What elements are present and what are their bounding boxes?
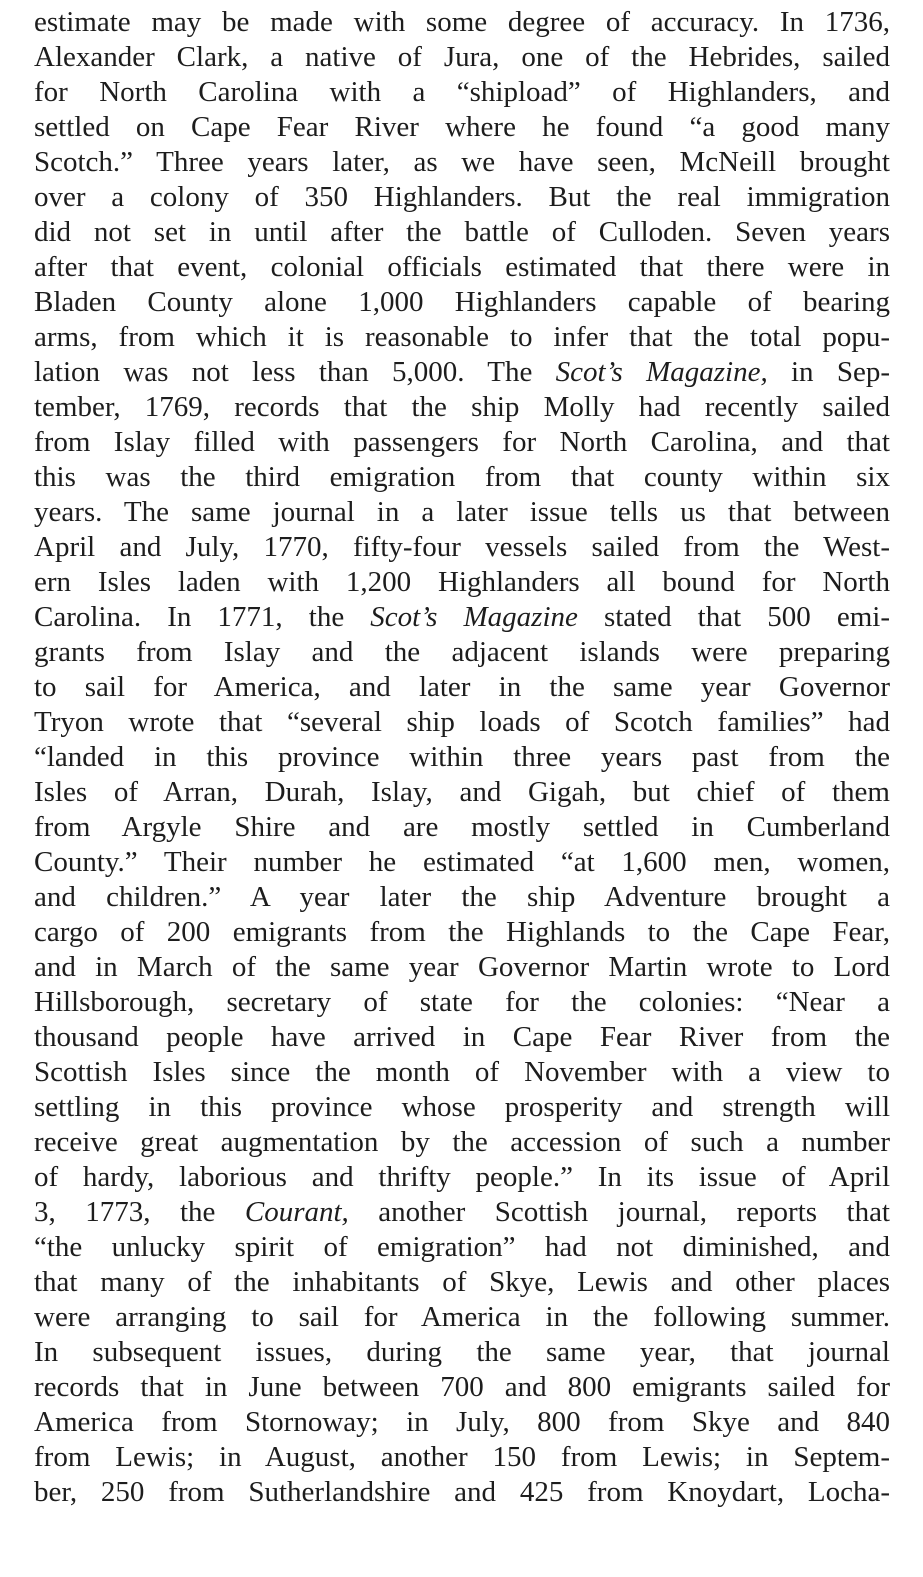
text-line (34, 565, 890, 600)
text-run: from Argyle Shire and are mostly settled in Cumberland (34, 811, 890, 843)
text-run: this was the third emigration from that county within six (34, 461, 890, 493)
text-line (34, 600, 890, 635)
text-line (34, 425, 890, 460)
text-line (34, 460, 890, 495)
text-run: in Sep- (767, 356, 890, 388)
text-line (34, 1055, 890, 1090)
text-run: another Scottish journal, reports that (348, 1196, 890, 1228)
text-line (34, 530, 890, 565)
text-line (34, 635, 890, 670)
text-run: tember, 1769, records that the ship Molly had recently sailed (34, 391, 890, 423)
text-run: estimate may be made with some degree of accuracy. In 1736, (34, 6, 890, 38)
text-run: for North Carolina with a “shipload” of Highlanders, and (34, 76, 890, 108)
text-run: Alexander Clark, a native of Jura, one of the Hebrides, sailed (34, 41, 890, 73)
text-line (34, 1125, 890, 1160)
text-run: receive great augmentation by the accession of such a number (34, 1126, 890, 1158)
text-run: America from Stornoway; in July, 800 from Skye and 840 (34, 1406, 890, 1438)
text-line (34, 845, 890, 880)
text-run: Tryon wrote that “several ship loads of Scotch families” had (34, 706, 890, 738)
text-run: after that event, colonial officials estimated that there were in (34, 251, 890, 283)
text-run: “the unlucky spirit of emigration” had not diminished, and (34, 1231, 890, 1263)
text-line (34, 705, 890, 740)
text-run: Scottish Isles since the month of November with a view to (34, 1056, 890, 1088)
text-run: ern Isles laden with 1,200 Highlanders all bound for North (34, 566, 890, 598)
text-line (34, 285, 890, 320)
text-run: Isles of Arran, Durah, Islay, and Gigah, but chief of them (34, 776, 890, 808)
text-run: from Lewis; in August, another 150 from Lewis; in Septem- (34, 1441, 890, 1473)
text-run: cargo of 200 emigrants from the Highlands to the Cape Fear, (34, 916, 890, 948)
text-run: to sail for America, and later in the same year Governor (34, 671, 890, 703)
text-line (34, 1020, 890, 1055)
text-line (34, 880, 890, 915)
text-line (34, 5, 890, 40)
text-run: “landed in this province within three years past from the (34, 741, 890, 773)
text-run: and in March of the same year Governor Martin wrote to Lord (34, 951, 890, 983)
italic-title: Courant, (244, 1196, 349, 1228)
text-line (34, 985, 890, 1020)
body-text (34, 5, 890, 1510)
text-line (34, 1300, 890, 1335)
text-line (34, 215, 890, 250)
text-run: and children.” A year later the ship Adventure brought a (34, 881, 890, 913)
text-line (34, 75, 890, 110)
text-line (34, 915, 890, 950)
text-line (34, 1230, 890, 1265)
text-line (34, 1195, 890, 1230)
text-run: 3, 1773, the (34, 1196, 245, 1228)
text-line (34, 775, 890, 810)
text-line (34, 950, 890, 985)
text-run: settling in this province whose prosperity and strength will (34, 1091, 890, 1123)
text-line (34, 1090, 890, 1125)
text-run: did not set in until after the battle of Culloden. Seven years (34, 216, 890, 248)
text-run: years. The same journal in a later issue tells us that between (34, 496, 890, 528)
text-run: of hardy, laborious and thrifty people.” In its issue of April (34, 1161, 890, 1193)
text-line (34, 1265, 890, 1300)
text-line (34, 1160, 890, 1195)
text-line (34, 810, 890, 845)
text-line (34, 390, 890, 425)
text-line (34, 670, 890, 705)
text-run: April and July, 1770, fifty-four vessels sailed from the West- (34, 531, 890, 563)
text-run: Bladen County alone 1,000 Highlanders capable of bearing (34, 286, 890, 318)
text-line (34, 495, 890, 530)
text-line (34, 1475, 890, 1510)
text-run: records that in June between 700 and 800 emigrants sailed for (34, 1371, 890, 1403)
text-run: grants from Islay and the adjacent islands were preparing (34, 636, 890, 668)
text-run: stated that 500 emi- (577, 601, 890, 633)
text-run: arms, from which it is reasonable to infer that the total popu- (34, 321, 890, 353)
text-line (34, 740, 890, 775)
text-line (34, 145, 890, 180)
text-line (34, 320, 890, 355)
text-run: thousand people have arrived in Cape Fear River from the (34, 1021, 890, 1053)
italic-title: Scot’s Magazine, (555, 356, 768, 388)
text-line (34, 250, 890, 285)
text-run: lation was not less than 5,000. The (34, 356, 556, 388)
text-run: Scotch.” Three years later, as we have seen, McNeill brought (34, 146, 890, 178)
text-run: ber, 250 from Sutherlandshire and 425 from Knoydart, Locha- (34, 1476, 890, 1508)
text-run: from Islay filled with passengers for North Carolina, and that (34, 426, 890, 458)
text-line (34, 1335, 890, 1370)
text-line (34, 180, 890, 215)
text-line (34, 1405, 890, 1440)
text-run: were arranging to sail for America in the following summer. (34, 1301, 890, 1333)
text-run: In subsequent issues, during the same year, that journal (34, 1336, 890, 1368)
text-run: settled on Cape Fear River where he found “a good many (34, 111, 890, 143)
text-run: over a colony of 350 Highlanders. But the real immigration (34, 181, 890, 213)
text-run: County.” Their number he estimated “at 1,600 men, women, (34, 846, 890, 878)
text-line (34, 110, 890, 145)
italic-title: Scot’s Magazine (370, 601, 578, 633)
text-line (34, 40, 890, 75)
text-run: Hillsborough, secretary of state for the colonies: “Near a (34, 986, 890, 1018)
text-line (34, 355, 890, 390)
text-line (34, 1370, 890, 1405)
text-line (34, 1440, 890, 1475)
text-run: that many of the inhabitants of Skye, Lewis and other places (34, 1266, 890, 1298)
text-run: Carolina. In 1771, the (34, 601, 371, 633)
